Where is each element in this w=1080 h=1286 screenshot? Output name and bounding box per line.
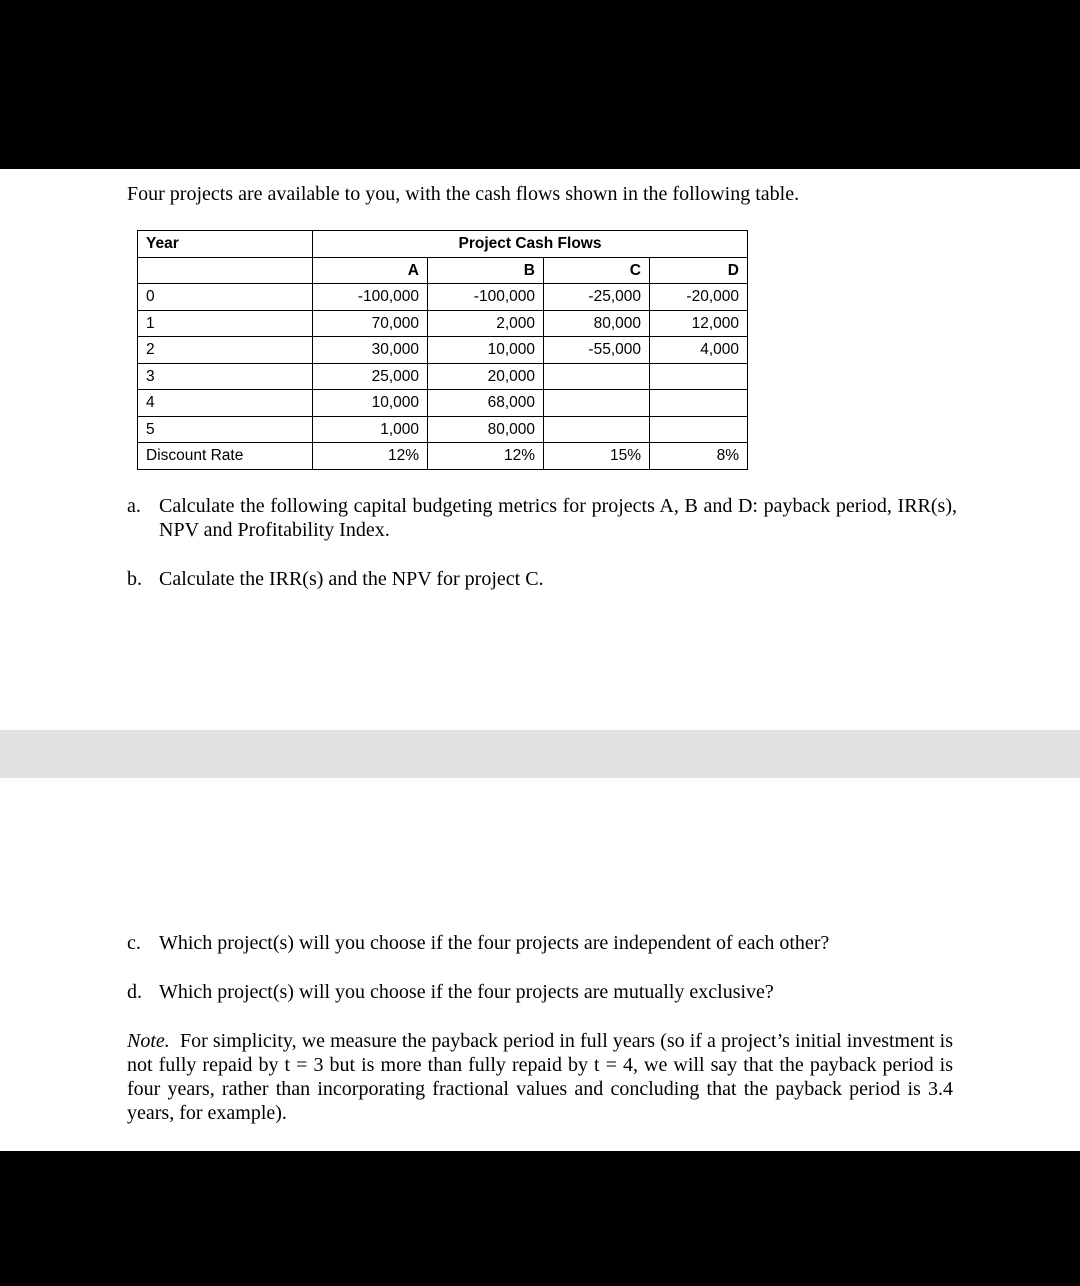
question-b (127, 567, 957, 591)
cash-flow-cell: 25,000 (313, 363, 428, 390)
discount-rate-label: Discount Rate (138, 443, 313, 470)
table-row (138, 363, 748, 390)
discount-rate-cell: 8% (650, 443, 748, 470)
question-a (127, 494, 957, 542)
cash-flow-cell (544, 363, 650, 390)
cash-flow-cell: 4,000 (650, 337, 748, 364)
question-letter: b. (127, 568, 142, 590)
year-cell: 4 (138, 390, 313, 417)
cash-flow-cell: 2,000 (428, 310, 544, 337)
empty-cell (138, 257, 313, 284)
project-b-header: B (428, 257, 544, 284)
year-cell: 0 (138, 284, 313, 311)
cash-flow-cell: -25,000 (544, 284, 650, 311)
table-row (138, 390, 748, 417)
cash-flow-cell (650, 416, 748, 443)
bottom-black-bar (0, 1151, 1080, 1286)
note-text: For simplicity, we measure the payback period in full years (so if a project’s initial investment is not fully repaid by t = 3 but is more than fully repaid by t = 4, we will say that the payback period is four years, rather than incorporating fractional values and concluding that the payback period is 3.4 years, for example). (127, 1030, 953, 1124)
table-header-row (138, 231, 748, 258)
page-gap-divider (0, 730, 1080, 778)
question-text: Which project(s) will you choose if the four projects are independent of each other? (159, 932, 830, 954)
cash-flow-cell: 12,000 (650, 310, 748, 337)
project-names-row (138, 257, 748, 284)
table-row (138, 337, 748, 364)
question-letter: d. (127, 981, 142, 1003)
discount-rate-cell: 15% (544, 443, 650, 470)
table-row (138, 284, 748, 311)
cash-flow-cell: 10,000 (428, 337, 544, 364)
cash-flow-cell: 80,000 (544, 310, 650, 337)
question-text: Which project(s) will you choose if the four projects are mutually exclusive? (159, 981, 774, 1003)
cash-flow-cell: 20,000 (428, 363, 544, 390)
top-black-bar (0, 0, 1080, 169)
cash-flow-cell (650, 390, 748, 417)
cash-flow-cell: 1,000 (313, 416, 428, 443)
cash-flow-cell: -100,000 (313, 284, 428, 311)
project-c-header: C (544, 257, 650, 284)
discount-rate-row (138, 443, 748, 470)
cash-flow-table (137, 230, 748, 470)
discount-rate-cell: 12% (313, 443, 428, 470)
intro-text: Four projects are available to you, with the cash flows shown in the following table. (127, 183, 800, 205)
table-row (138, 310, 748, 337)
question-c (127, 931, 957, 955)
cash-flow-cell: -100,000 (428, 284, 544, 311)
table-row (138, 416, 748, 443)
cash-flow-cell: 10,000 (313, 390, 428, 417)
project-cash-flows-header: Project Cash Flows (313, 231, 748, 258)
cash-flow-cell: 68,000 (428, 390, 544, 417)
cash-flow-cell (544, 416, 650, 443)
note-paragraph (127, 1029, 953, 1125)
cash-flow-cell: -20,000 (650, 284, 748, 311)
cash-flow-cell: -55,000 (544, 337, 650, 364)
project-a-header: A (313, 257, 428, 284)
year-cell: 3 (138, 363, 313, 390)
cash-flow-cell (650, 363, 748, 390)
cash-flow-cell (544, 390, 650, 417)
year-cell: 1 (138, 310, 313, 337)
discount-rate-cell: 12% (428, 443, 544, 470)
question-letter: a. (127, 495, 141, 517)
question-letter: c. (127, 932, 141, 954)
year-cell: 2 (138, 337, 313, 364)
cash-flow-cell: 70,000 (313, 310, 428, 337)
project-d-header: D (650, 257, 748, 284)
question-text: Calculate the following capital budgeting metrics for projects A, B and D: payback period, IRR(s), NPV and Profitability Index. (159, 495, 957, 541)
cash-flow-cell: 30,000 (313, 337, 428, 364)
cash-flow-cell: 80,000 (428, 416, 544, 443)
question-text: Calculate the IRR(s) and the NPV for project C. (159, 568, 544, 590)
question-d (127, 980, 957, 1004)
year-header: Year (138, 231, 313, 258)
note-label: Note. (127, 1030, 170, 1052)
year-cell: 5 (138, 416, 313, 443)
